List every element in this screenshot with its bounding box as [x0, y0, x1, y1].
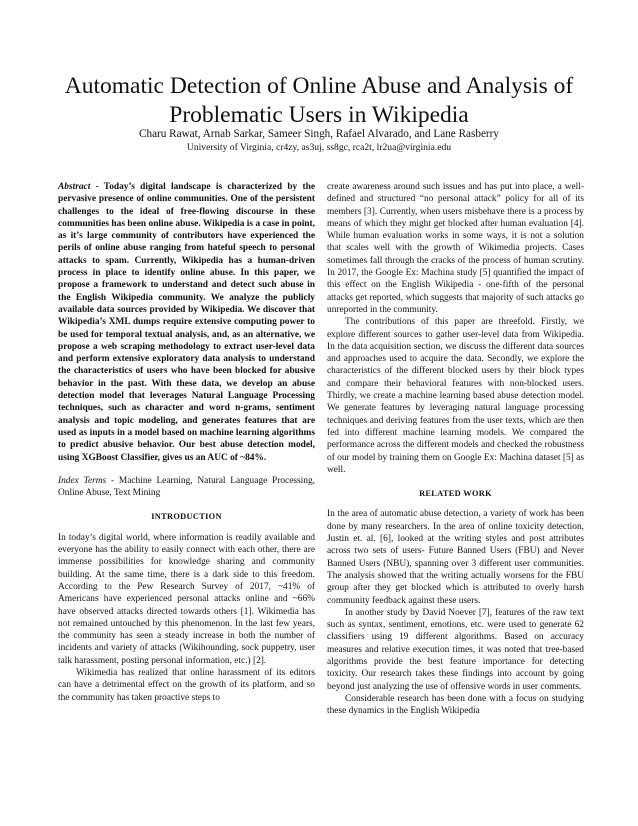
right-column: [327, 181, 584, 717]
left-column: [58, 181, 315, 704]
related-paragraph-2: In another study by David Noever [7], features of the raw text such as syntax, sentiment, emotions, etc. were used to generate 62 classifiers using 19 different algorithms. Based on accuracy measures and relative execution times, it was noted that tree-based algorithms provide the best feature importance for detecting toxicity. Our research takes these findings into account by going beyond just analyzing the use of offensive words in user comments.: [327, 607, 584, 692]
intro-paragraph-1: In today’s digital world, where information is readily available and everyone has the ability to easily connect with each other, there are immense possibilities for knowledge sharing and community building. At the same time, there is a dark side to this freedom. According to the Pew Research Survey of 2017, ~41% of Americans have experienced personal attacks online and ~66% have observed attacks directed towards others [1]. Wikimedia has not remained untouched by this phenomenon. In the last few years, the community has seen a steady increase in both the number of incidents and variety of attacks (Wikihounding, sock puppetry, user talk harassment, posting personal information, etc.) [2].: [58, 532, 315, 666]
abstract-text: - Today’s digital landscape is characterized by the pervasive presence of online communities. One of the persistent challenges to the ideal of free-flowing discourse in these communities has been online abuse. Wikipedia is a case in point, as it’s large community of contributors have experienced the perils of online abuse ranging from hateful speech to personal attacks to spam. Currently, Wikipedia has a human-driven process in place to identify online abuse. In this paper, we propose a framework to understand and detect such abuse in the English Wikipedia community. We analyze the publicly available data sources provided by Wikipedia. We discover that Wikipedia’s XML dumps require extensive computing power to be used for temporal textual analysis, and, as an alternative, we propose a web scraping methodology to extract user-level data and perform extensive exploratory data analysis to understand the characteristics of users who have been blocked for abusive behavior in the past. With these data, we develop an abuse detection model that leverages Natural Language Processing techniques, such as character and word n-grams, sentiment analysis and topic modeling, and generates features that are used as inputs in a model based on machine learning algorithms to predict abusive behavior. Our best abuse detection model, using XGBoost Classifier, gives us an AUC of ~84%.: [58, 182, 315, 463]
abstract: [58, 181, 315, 464]
paper-title: Automatic Detection of Online Abuse and Analysis of Problematic Users in Wikipedia: [64, 72, 574, 128]
related-paragraph-1: In the area of automatic abuse detection, a variety of work has been done by many researchers. In the area of online toxicity detection, Justin et. al. [6], looked at the writing styles and post attributes across two sets of users- Future Banned Users (FBU) and Never Banned Users (NBU), spanning over 3 different user communities. The analysis showed that the writing actually worsens for the FBU group after they get blocked which is attributed to overly harsh community feedback against these users.: [327, 509, 584, 606]
author-list: Charu Rawat, Arnab Sarkar, Sameer Singh, Rafael Alvarado, and Lane Rasberry: [139, 128, 499, 140]
intro-paragraph-3: create awareness around such issues and has put into place, a well-defined and structured “no personal attack” policy for all of its members [3]. Currently, when users misbehave there is a process by means of which they might get blocked after human evaluation [4]. While human evaluation works in some ways, it is not a solution that scales well with the growth of Wikimedia projects. Cases sometimes fall through the cracks of the process of human scrutiny. In 2017, the Google Ex: Machina study [5] quantified the impact of this effect on the English Wikipedia - one-fifth of the personal attacks get reported, which suggests that majority of such attacks go unreported in the community.: [327, 182, 584, 315]
section-heading-related-work: RELATED WORK: [419, 489, 492, 499]
intro-paragraph-2: Wikimedia has realized that online harassment of its editors can have a detrimental effect on the growth of its platform, and so the community has taken proactive steps to: [58, 667, 315, 703]
index-terms-label: Index Terms: [58, 475, 107, 486]
index-terms: [58, 475, 315, 500]
abstract-label: Abstract: [58, 182, 91, 192]
affiliation: University of Virginia, cr4zy, as3uj, ss8gc, rca2t, lr2ua@virginia.edu: [186, 142, 452, 153]
contributions-paragraph: The contributions of this paper are threefold. Firstly, we explore different sources to gather user-level data from Wikipedia. In the data acquisition section, we discuss the different data sources and approaches used to acquire the data. Secondly, we explore the characteristics of the different blocked users by their block types and compare their behavioral features with non-blocked users. Thirdly, we create a machine learning based abuse detection model. We generate features by leveraging natural language processing techniques and deriving features from the user texts, which are then fed into different machine learning models. We compared the performance across the different models and checked the robustness of our model by training them on Google Ex: Machina dataset [5] as well.: [327, 317, 584, 475]
index-terms-text: - Machine Learning, Natural Language Processing, Online Abuse, Text Mining: [58, 475, 316, 499]
section-heading-introduction: INTRODUCTION: [151, 512, 222, 522]
related-paragraph-3: Considerable research has been done with a focus on studying these dynamics in the English Wikipedia: [327, 693, 584, 717]
